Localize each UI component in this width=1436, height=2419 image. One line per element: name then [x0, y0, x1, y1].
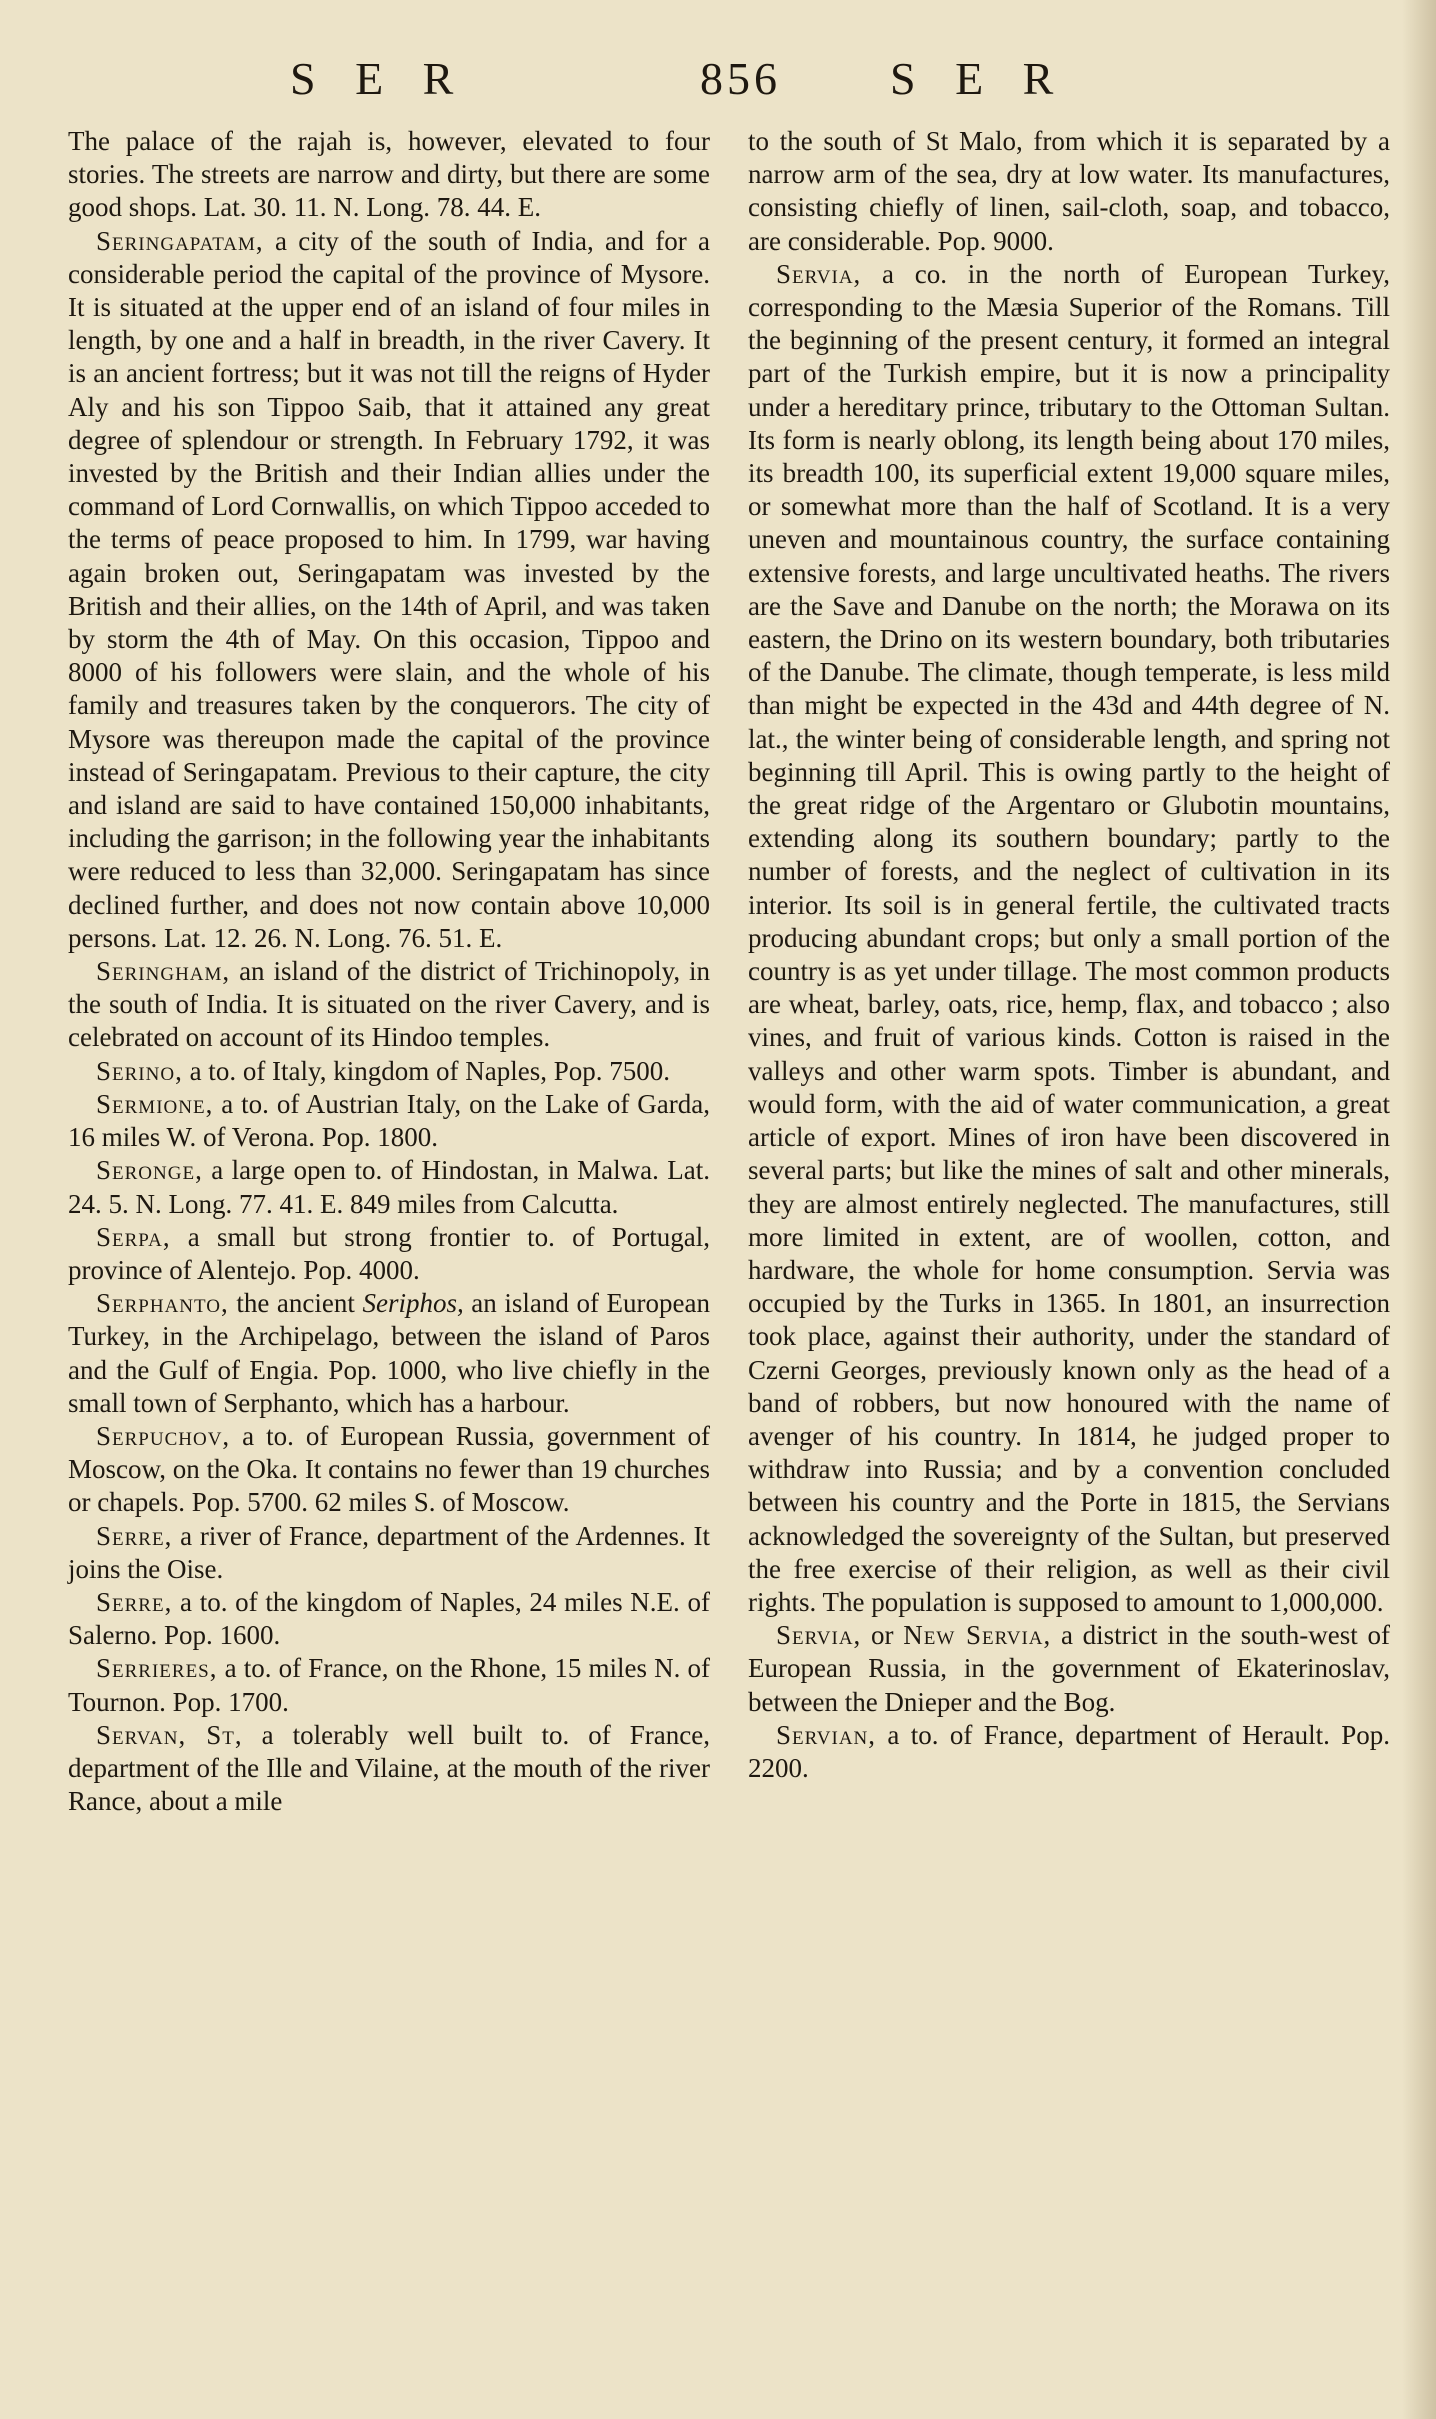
entry-serino [68, 1055, 710, 1088]
page-number: 856 [700, 53, 781, 104]
headword: Seringapatam, [96, 225, 264, 256]
page-edge-shadow [1402, 0, 1436, 2419]
entry-text: a to. of the kingdom of Naples, 24 miles N.E. of Salerno. Pop. 1600. [68, 1586, 710, 1651]
headword: Serpa, [96, 1221, 171, 1252]
headword: Serphanto, [96, 1288, 229, 1319]
headword: Seronge, [96, 1155, 203, 1186]
entry-text: a to. of France, department of Herault. Pop. 2200. [748, 1719, 1390, 1783]
headword: Servan, St, [96, 1719, 243, 1750]
headword: Seringham, [96, 956, 231, 987]
entry-text: a to. of France, on the Rhone, 15 miles N. of Tournon. Pop. 1700. [68, 1653, 710, 1717]
running-head-left: S E R [290, 53, 468, 104]
entry-serre-river [68, 1520, 710, 1586]
entry-text: a tolerably well built to. of France, department of the Ille and Vilaine, at the mouth of the river Rance, about a mile [68, 1719, 710, 1817]
entry-continuation: The palace of the rajah is, however, elevated to four stories. The streets are narrow and dirty, but there are some good shops. Lat. 30. 11. N. Long. 78. 44. E. [68, 126, 710, 223]
running-head [0, 52, 1436, 112]
entry-text: a district in the south-west of European Russia, in the government of Ekaterinoslav, between the Dnieper and the Bog. [748, 1620, 1390, 1717]
entry-text: a city of the south of India, and for a considerable period the capital of the province of Mysore. It is situated at the upper end of an island of four miles in length, by one and a half in breadth, in the river Cavery. It is an ancient fortress; but it was not till the reigns of Hyder Aly and his son Tippoo Saib, that it attained any great degree of splendour or strength. In February 1792, it was invested by the British and their Indian allies under the command of Lord Cornwallis, on which Tippoo acceded to the terms of peace proposed to him. In 1799, war having again broken out, Seringapatam was invested by the British and their allies, on the 14th of April, and was taken by storm the 4th of May. On this occasion, Tippoo and 8000 of his followers were slain, and the whole of his family and treasures taken by the conquerors. The city of Mysore was thereupon made the capital of the province instead of Seringapatam. Previous to their capture, the city and island are said to have contained 150,000 inhabitants, including the garrison; in the following year the inhabitants were reduced to less than 32,000. Seringapatam has since declined further, and does not now contain above 10,000 persons. Lat. 12. 26. N. Long. 76. 51. E. [68, 225, 710, 953]
entry-text: a large open to. of Hindostan, in Malwa. Lat. 24. 5. N. Long. 77. 41. E. 849 miles from Calcutta. [68, 1155, 710, 1219]
running-head-right: S E R [890, 53, 1068, 104]
entry-continuation: to the south of St Malo, from which it is separated by a narrow arm of the sea, dry at low water. Its manufactures, consisting chiefly of linen, sail-cloth, soap, and tobacco, are considerable. Pop. 9000. [748, 126, 1390, 256]
headword: Serpuchov, [96, 1420, 231, 1451]
entry-text: an island of European Turkey, in the Archipelago, between the island of Paros and the Gulf of Engia. Pop. 1000, who live chiefly in the small town of Serphanto, which has a harbour. [68, 1288, 710, 1418]
entry-servia [748, 258, 1390, 1619]
entry-text: a small but strong frontier to. of Portugal, province of Alentejo. Pop. 4000. [68, 1221, 710, 1285]
entry-text: a river of France, department of the Ardennes. It joins the Oise. [68, 1520, 710, 1584]
left-column [68, 125, 710, 1818]
entry-servian [748, 1719, 1390, 1785]
headword: Sermione, [96, 1088, 214, 1119]
entry-text: a to. of Austrian Italy, on the Lake of Garda, 16 miles W. of Verona. Pop. 1800. [68, 1088, 710, 1153]
entry-seringham [68, 955, 710, 1055]
italic-name: Seriphos, [362, 1288, 464, 1319]
entry-text: a to. of European Russia, government of Moscow, on the Oka. It contains no fewer than 19 churches or chapels. Pop. 5700. 62 miles S. of Moscow. [68, 1420, 710, 1518]
headword: Serre, [96, 1520, 173, 1551]
entry-servan [68, 1719, 710, 1819]
entry-serre-town [68, 1586, 710, 1652]
entry-sermione [68, 1088, 710, 1154]
entry-text: the ancient [228, 1288, 363, 1319]
headword: New Servia, [903, 1620, 1052, 1651]
entry-serphanto [68, 1287, 710, 1420]
headword: Serino, [96, 1055, 183, 1086]
entry-new-servia [748, 1619, 1390, 1719]
headword: Serre, [96, 1586, 173, 1617]
right-column [748, 125, 1390, 1785]
headword: Serrieres, [96, 1653, 218, 1684]
entry-text: a co. in the north of European Turkey, corresponding to the Mæsia Superior of the Romans. Till the beginning of the present century, it formed an integral part of the Turkish empire, but it is now a principality under a hereditary prince, tributary to the Ottoman Sultan. Its form is nearly oblong, its length being about 170 miles, its breadth 100, its superficial extent 19,000 square miles, or somewhat more than the half of Scotland. It is a very uneven and mountainous country, the surface containing extensive forests, and large uncultivated heaths. The rivers are the Save and Danube on the north; the Morawa on its eastern, the Drino on its western boundary, both tributaries of the Danube. The climate, though temperate, is less mild than might be expected in the 43d and 44th degree of N. lat., the winter being of considerable length, and spring not beginning till April. This is owing partly to the height of the great ridge of the Argentaro or Glubotin mountains, extending along its southern boundary; partly to the number of forests, and the neglect of cultivation in its interior. Its soil is in general fertile, the cultivated tracts producing abundant crops; but only a small portion of the country is as yet under tillage. The most common products are wheat, barley, oats, rice, hemp, flax, and tobacco ; also vines, and fruit of various kinds. Cotton is raised in the valleys and other warm spots. Timber is abundant, and would form, with the aid of water communication, a great article of export. Mines of iron have been discovered in several parts; but like the mines of salt and other minerals, they are almost entirely neglected. The manufactures, still more limited in extent, are of woollen, cotton, and hardware, the whole for home consumption. Servia was occupied by the Turks in 1365. In 1801, an insurrection took place, against their authority, under the standard of Czerni Georges, previously known only as the head of a band of robbers, but now honoured with the name of avenger of his country. In 1814, he judged proper to withdraw into Russia; and by a convention concluded between his country and the Porte in 1815, the Servians acknowledged the sovereignty of the Sultan, but preserved the free exercise of their religion, as well as their civil rights. The population is supposed to amount to 1,000,000. [748, 258, 1390, 1617]
entry-text: an island of the district of Trichinopoly, in the south of India. It is situated on the river Cavery, and is celebrated on account of its Hindoo temples. [68, 956, 710, 1053]
entry-seronge [68, 1154, 710, 1220]
headword: Servian, [776, 1719, 877, 1750]
headword: Servia, [776, 1620, 862, 1651]
entry-text: or [861, 1620, 904, 1651]
entry-serpuchov [68, 1420, 710, 1520]
entry-text: a to. of Italy, kingdom of Naples, Pop. 7500. [182, 1055, 671, 1086]
entry-serpa [68, 1221, 710, 1287]
entry-serrieres [68, 1652, 710, 1718]
headword: Servia, [776, 258, 862, 289]
entry-seringapatam [68, 225, 710, 955]
